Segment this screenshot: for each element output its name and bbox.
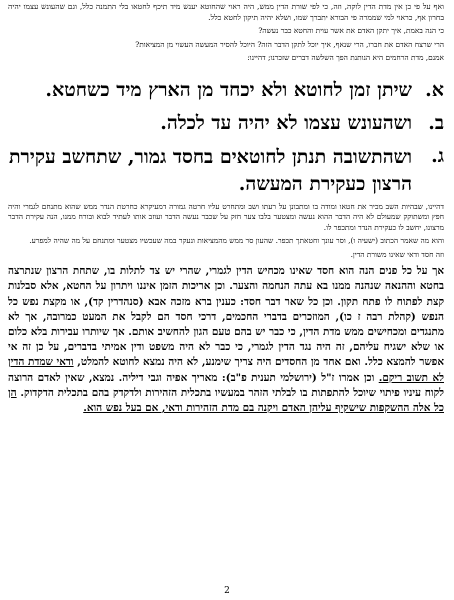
heading-text: שיתן זמן לחוטא ולא יכחד מן הארץ מיד כשחטא. — [45, 78, 412, 101]
main-text-start: אך על כל פנים הנה הוא חסד שאינו מכחיש הדין לגמרי, שהרי יש צד לתלות בו, שתחת הרצון שנתרצה בחטא וההנאה שנהנה ממנו בא עתה הנחמה והצער. וכן אריכות הזמן איננו ויתרון על החטא, אלא סבלנות קצת לפתוח לו פתח תקון. וכן כל שאר דבר חסד: כענין ברא מזכה אבא (סנהדרין קד), או מקצת נפש כל הנפש (קהלת רבה ז כו), המוזכרים בדברי החכמים, דרכי חסד הם לקבל את המעט כמרובה, אך לא מתנגדים ומכחישים ממש מדת הדין, כי כבר יש בהם טעם הגון להחשיב אותם. אך שיותרו עבירות בלא כלום או שלא ישגיח עליהם, זה היה נגד הדין לגמרי, כי כבר לא היה משפט ודין אמיתי בדברים, על כן זה אי אפשר להמצא כלל. ואם אחד מן החסדים היה צריך שימנע, לא היה נמצא לחוטא להמלט, — [8, 265, 444, 369]
verse-explanation: שהעון סר ממש מהמציאות ונעקר במה שעכשיו מצטער ומתנחם על מה שהיה למפרע. — [29, 236, 274, 246]
heading-item-c — [8, 144, 444, 198]
main-text-middle: וכן אמרו ז"ל (ירושלמי תענית פ"ב): מאריך אפיה וגבי דיליה. נמצא, שאין לאדם הרוצה לקוח עיניו פיתוי שיוכל להתפתות בו לבלתי הזהר במעשיו בתכלית הזהירות ולדקדק בהם בתכלית הדקדוק. — [8, 371, 444, 399]
opening-paragraph: ואף על פי כן אין מדת הדין לוקה, וזה, כי לפי שורת הדין ממש, היה ראוי שהחוטא יענש מיד תיכף לחטאו בלי התמנה כלל, וגם שהעונש עצמו יהיה בחרון אף, כראוי למי שממרה פי הבורא יתברך שמו, ושלא יהיה תיקון לחטא כלל. — [8, 2, 444, 22]
page-number: 2 — [224, 586, 230, 596]
teshuva-paragraph: דהיינו, שבהיות השב מכיר את חטאו ומודה בו ומתבונן על רעתו ושב ומתחרט עליו חרטה גמורה דמעיקרא כחרטת הנדר ממש שהוא מתנחם לגמרי והיה חפץ ומשתוקק שמעולם לא היה הדבר ההוא נעשה ומצטער בלבו צער חזק על שכבר נעשה הדבר ועוזב אותו לעתיד לבוא ובורח ממנו, הנה עקירת הדבר מרצונו, יחשב לו כעקירת הנדר ומתכפר לו. — [8, 201, 444, 232]
verse-paragraph — [8, 236, 444, 247]
document-page — [8, 2, 444, 600]
heading-text: ושהתשובה תנתן לחוטאים בחסד גמור, שתחשב עקירת הרצון כעקירת המעשה. — [8, 145, 412, 195]
heading-letter: א. — [425, 78, 444, 101]
main-paragraph — [8, 264, 444, 416]
heading-letter: ג. — [431, 144, 444, 167]
heading-item-a — [8, 78, 444, 102]
underlined-conclusion: הן כל אלה ההשקפות שישקיף עליהן האדם ויקנה בם מדת הזהירות ודאי, אם בעל נפש הוא. — [8, 386, 444, 415]
heading-text: ושהעונש עצמו לא יהיה עד לכלה. — [160, 111, 412, 134]
verse-quote: והוא מה שאמר הכתוב (ישעיה ו), וסר עונך וחטאתך תכפר. — [275, 236, 444, 246]
underlined-phrase: ודאי שמדת הדין לא תשוב ריקם. — [8, 356, 444, 384]
mercy-intro-line: אמנם, מדת הרחמים היא הנותנת הפך השלשה דברים שזכרנו; דהיינו: — [247, 53, 444, 63]
heading-item-b — [8, 111, 444, 135]
example-line: הרי שרצח האדם את חברו, הרי שנאף, איך יוכל לתקן הדבר הזה? היוכל להסיר המעשה העשוי מן המציאות? — [135, 39, 444, 49]
chesed-line: וזה חסד ודאי שאינו משורת הדין. — [350, 249, 444, 259]
question-line: כי הנה באמת, איך יתקן האדם את אשר עוית והחטא כבר נעשה? — [258, 26, 444, 36]
heading-letter: ב. — [428, 111, 444, 134]
